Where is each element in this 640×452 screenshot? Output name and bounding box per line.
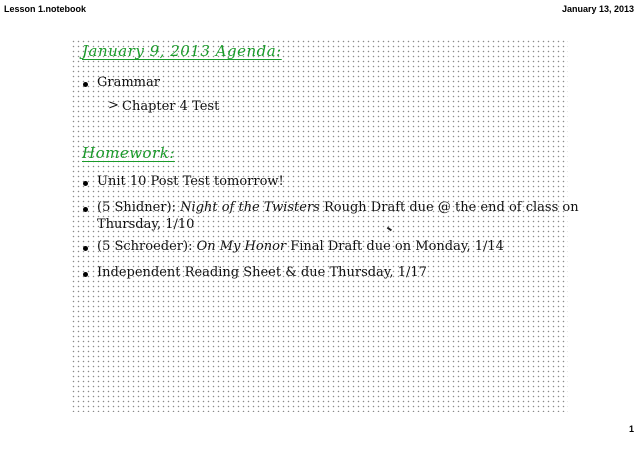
homework-item-post-test: Unit 10 Post Test tomorrow! xyxy=(97,174,284,189)
bullet-icon xyxy=(83,246,88,251)
page-date: January 13, 2013 xyxy=(561,4,634,14)
bullet-icon xyxy=(83,181,88,186)
page-number: 1 xyxy=(628,424,634,434)
homework-item-shidner xyxy=(97,200,579,215)
agenda-item-grammar: Grammar xyxy=(97,75,160,90)
schroeder-suffix: Final Draft due on Monday, 1/14 xyxy=(286,239,504,254)
schroeder-book-title: On My Honor xyxy=(196,239,287,254)
shidner-book-title: Night of the Twisters xyxy=(180,200,320,215)
bullet-icon xyxy=(83,272,88,277)
homework-item-reading-sheet: Independent Reading Sheet & due Thursday, 1/17 xyxy=(97,265,427,280)
notebook-filename: Lesson 1.notebook xyxy=(4,4,87,14)
homework-item-schroeder xyxy=(97,239,504,254)
homework-item-shidner-line2: Thursday, 1/10 xyxy=(97,217,195,232)
shidner-prefix: (5 Shidner): xyxy=(97,200,181,215)
bullet-icon xyxy=(83,207,88,212)
schroeder-prefix: (5 Schroeder): xyxy=(97,239,197,254)
bullet-icon xyxy=(83,82,88,87)
homework-title: Homework: xyxy=(82,144,175,162)
shidner-suffix: Rough Draft due @ the end of class on xyxy=(319,200,579,215)
chevron-right-icon: > xyxy=(108,98,119,113)
agenda-title: January 9, 2013 Agenda: xyxy=(82,42,282,60)
agenda-subitem-chapter-test: Chapter 4 Test xyxy=(122,99,220,114)
